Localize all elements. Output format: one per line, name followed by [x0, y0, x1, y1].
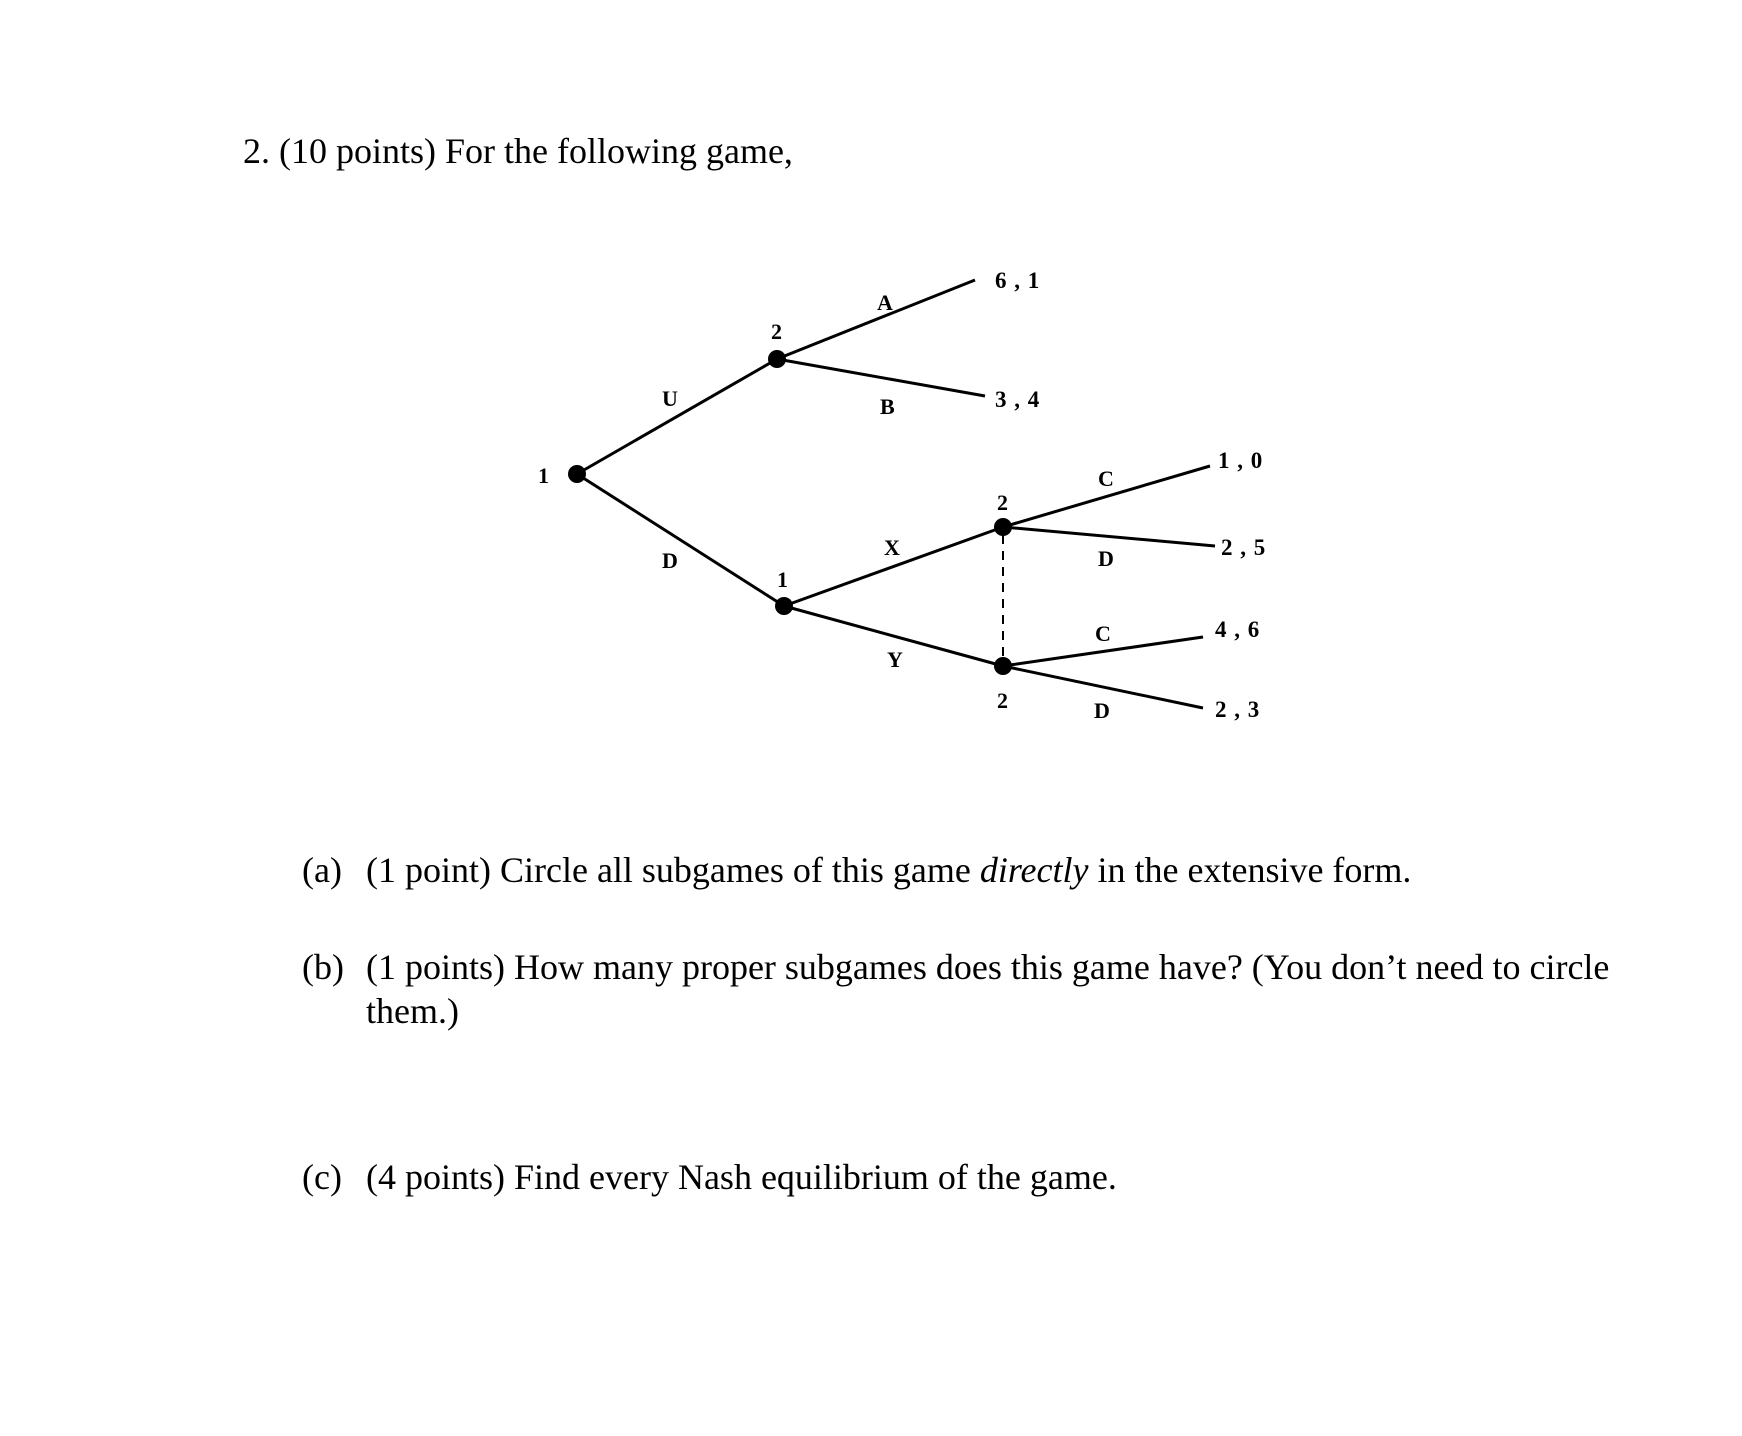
action-label-a: A	[877, 290, 893, 315]
part-b-marker: (b)	[302, 947, 344, 987]
part-c-text: (4 points) Find every Nash equilibrium of the game.	[366, 1157, 1117, 1197]
d-node	[775, 597, 793, 615]
edge-upper-d	[1003, 527, 1215, 546]
y-node	[994, 657, 1012, 675]
edge-a	[777, 280, 975, 359]
y-node-player-label: 2	[997, 688, 1008, 713]
x-node-player-label: 2	[997, 490, 1008, 515]
action-label-y: Y	[887, 647, 903, 672]
question-part-c	[302, 1155, 1622, 1199]
payoff-dyd: 2 , 3	[1215, 697, 1261, 722]
problem-heading: 2. (10 points) For the following game,	[243, 131, 793, 171]
payoff-ua: 6 , 1	[995, 268, 1041, 293]
part-a-marker: (a)	[302, 850, 342, 890]
payoff-dxc: 1 , 0	[1218, 448, 1264, 473]
part-a-text	[366, 848, 1622, 892]
action-label-upper-d: D	[1098, 546, 1114, 571]
part-a-text-start: (1 point) Circle all subgames of this game	[366, 850, 980, 890]
action-label-lower-c: C	[1095, 621, 1111, 646]
action-label-b: B	[880, 394, 895, 419]
action-label-x: X	[884, 535, 900, 560]
question-part-a	[302, 848, 1622, 892]
action-label-lower-d: D	[1094, 698, 1110, 723]
u-node-player-label: 2	[771, 319, 782, 344]
edge-b	[777, 359, 985, 396]
payoff-dxd: 2 , 5	[1221, 535, 1267, 560]
x-node	[994, 518, 1012, 536]
question-part-b	[302, 945, 1622, 1033]
root-node	[568, 465, 586, 483]
part-a-emphasis: directly	[979, 850, 1089, 890]
payoff-dyc: 4 , 6	[1215, 617, 1261, 642]
action-label-u: U	[662, 386, 678, 411]
action-label-upper-c: C	[1098, 466, 1114, 491]
part-a-text-end: in the extensive form.	[1088, 850, 1412, 890]
part-c-marker: (c)	[302, 1157, 342, 1197]
action-label-d: D	[662, 548, 678, 573]
edge-d	[577, 474, 784, 606]
d-node-player-label: 1	[777, 567, 788, 592]
edge-u	[577, 359, 777, 474]
part-b-text: (1 points) How many proper subgames does this game have? (You don’t need to circle them.)	[366, 947, 1610, 1031]
u-node	[768, 350, 786, 368]
root-player-label: 1	[538, 463, 549, 488]
payoff-ub: 3 , 4	[995, 387, 1041, 412]
